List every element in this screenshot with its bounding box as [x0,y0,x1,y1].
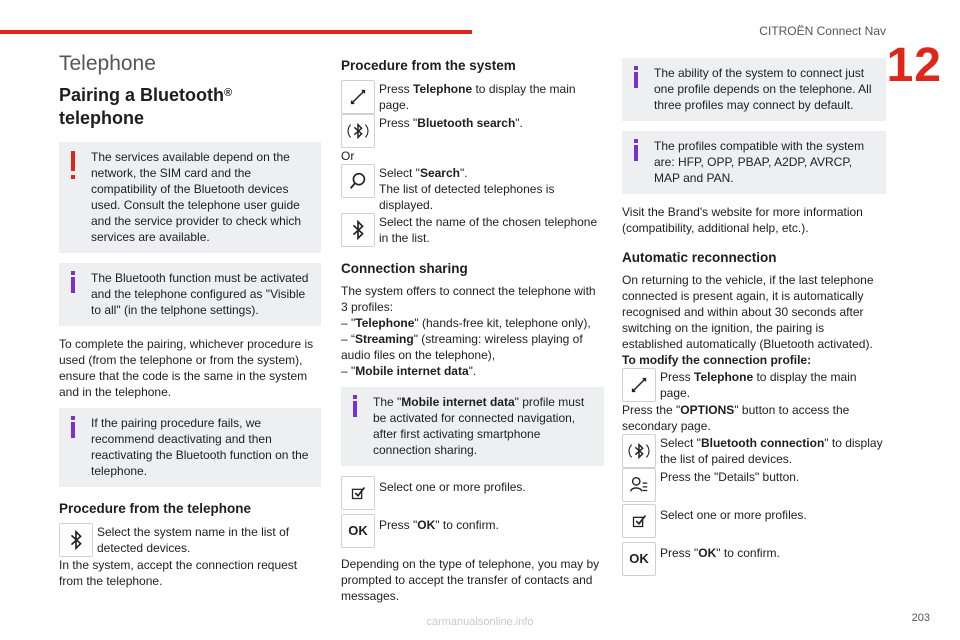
bluetooth-search-icon [341,114,375,148]
details-icon [622,468,656,502]
info-text: The Bluetooth function must be activated and the telephone configured as "Visible to all" (in the telphone settings). [91,271,309,317]
info-icon [634,72,638,88]
bluetooth-icon [341,213,375,247]
header-red-bar [0,30,472,34]
telephone-icon [622,368,656,402]
warning-note [59,142,321,253]
section-title: Telephone [59,52,156,75]
system-step-1: Press Telephone to display the main page. [341,80,604,114]
bluetooth-icon [59,523,93,557]
connection-sharing-title: Connection sharing [341,261,468,276]
options-text: Press the "OPTIONS" button to access the secondary page. [622,403,850,433]
warning-text: The services available depend on the network, the SIM card and the compatibility of the Bluetooth devices used. Consult the telephone user guide and the service provider to check which services are available. [91,150,302,244]
modify-step-1: Press Telephone to display the main page. [622,368,886,402]
column-3 [622,58,886,576]
warning-icon [71,151,75,171]
system-step-3: Select "Search". The list of detected telephones is displayed. [341,164,604,213]
procedure-system-title: Procedure from the system [341,58,516,73]
info-note-compatible: The profiles compatible with the system are: HFP, OPP, PBAP, A2DP, AVRCP, MAP and PAN. [622,131,886,194]
info-note-mobile-data: The "Mobile internet data" profile must be activated for connected navigation, after first activating smartphone connection sharing. [341,387,604,466]
modify-profile-title: To modify the connection profile: [622,353,812,367]
search-icon [341,164,375,198]
watermark: carmanualsonline.info [426,616,534,628]
telephone-icon [341,80,375,114]
info-text: If the pairing procedure fails, we recommend deactivating and then reactivating the Bluetooth function on the telephone. [91,416,309,478]
auto-reconnection-paragraph: On returning to the vehicle, if the last telephone connected is present again, it is automatically recognised and within about 30 seconds after switching on the ignition, the pairing is established automatically (Bluetooth activated). [622,273,874,351]
column-2 [341,58,604,612]
info-icon [71,277,75,293]
chapter-number: 12 [886,39,942,92]
main-heading [59,84,321,130]
registered-mark: ® [224,87,233,99]
checkbox-icon [341,476,375,510]
info-note-fail [59,408,321,487]
pairing-paragraph: To complete the pairing, whichever procedure is used (from the telephone or from the system), ensure that the code is the same in the system and in the telephone. [59,337,314,399]
info-note-visible [59,263,321,326]
profile-item: – "Mobile internet data". [341,364,477,378]
info-icon [634,145,638,161]
ok-icon: OK [341,514,375,548]
auto-reconnection-title: Automatic reconnection [622,250,777,265]
connection-intro: The system offers to connect the telephone with 3 profiles: [341,284,596,314]
page-number: 203 [911,612,930,624]
heading-line2: telephone [59,108,145,128]
modify-step-4: Select one or more profiles. [622,504,886,538]
profile-item: – "Telephone" (hands-free kit, telephone only), [341,316,591,330]
procedure-phone-title: Procedure from the telephone [59,501,252,516]
modify-step-3: Press the "Details" button. [622,468,886,502]
header-title: CITROËN Connect Nav [759,24,886,38]
transfer-paragraph: Depending on the type of telephone, you may by prompted to accept the transfer of contacts and messages. [341,557,600,603]
checkbox-icon [622,504,656,538]
info-icon [353,401,357,417]
system-step-6: OK Press "OK" to confirm. [341,514,604,548]
procedure-phone-after: In the system, accept the connection request from the telephone. [59,558,298,588]
procedure-phone-step [59,523,321,557]
system-step-4: Select the name of the chosen telephone in the list. [341,213,604,247]
column-1 [59,52,321,597]
modify-step-2: Select "Bluetooth connection" to display the list of paired devices. [622,434,886,468]
ok-icon: OK [622,542,656,576]
website-paragraph: Visit the Brand's website for more information (compatibility, additional help, etc.). [622,205,863,235]
profile-item: – “Streaming" (streaming: wireless playing of audio files on the telephone), [341,332,583,362]
bluetooth-connection-icon [622,434,656,468]
heading-text: Pairing a Bluetooth [59,85,225,105]
system-step-2: Press "Bluetooth search". [341,114,604,148]
or-text: Or [341,149,355,163]
info-note-profiles: The ability of the system to connect just one profile depends on the telephone. All three profiles may connect by default. [622,58,886,121]
info-icon [71,422,75,438]
system-step-5: Select one or more profiles. [341,476,604,510]
step-text: Select the system name in the list of detected devices. [97,525,290,555]
modify-step-5: OK Press "OK" to confirm. [622,542,886,576]
